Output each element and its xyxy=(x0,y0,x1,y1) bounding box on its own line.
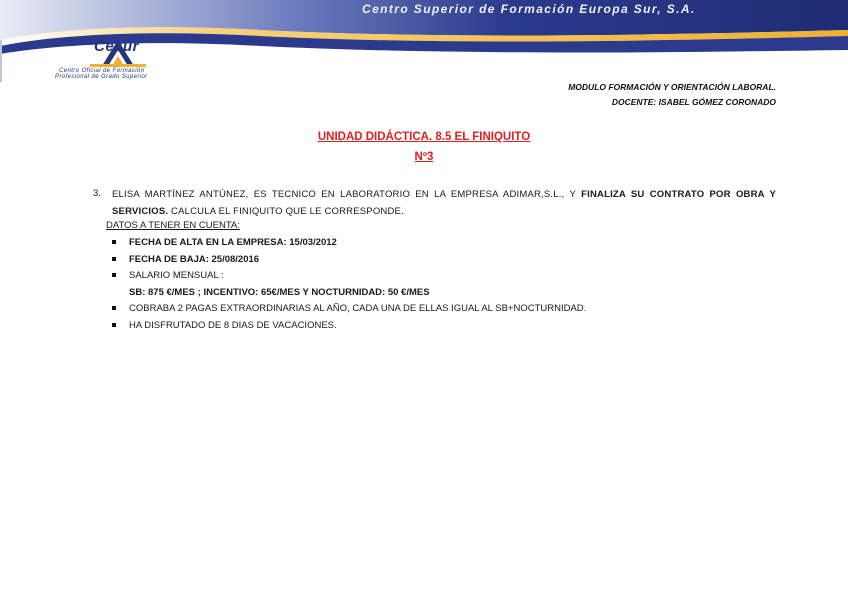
bullet-square-icon xyxy=(112,323,116,327)
list-item xyxy=(112,253,586,270)
data-list xyxy=(112,236,586,335)
cesur-logo xyxy=(52,38,212,82)
bullet-square-icon xyxy=(112,273,116,277)
left-border-line xyxy=(0,40,2,82)
logo-subtitle-1: Centro Oficial de Formación xyxy=(59,68,145,74)
bullet-square-icon xyxy=(112,257,116,261)
salary-detail: SB: 875 €/MES ; INCENTIVO: 65€/MES Y NOCTURNIDAD: 50 €/MES xyxy=(129,287,430,298)
list-item-text: SALARIO MENSUAL : xyxy=(129,270,224,281)
statement-end: CALCULA EL FINIQUITO QUE LE CORRESPONDE. xyxy=(168,206,404,217)
statement-bold: FINALIZA SU CONTRATO POR OBRA Y SERVICIOS. xyxy=(112,189,776,217)
list-item xyxy=(112,236,586,253)
institution-name: Centro Superior de Formación Europa Sur, S.A. xyxy=(362,2,696,16)
exercise-statement xyxy=(112,186,776,220)
bullet-square-icon xyxy=(112,306,116,310)
list-item xyxy=(112,319,586,336)
statement-intro: ELISA MARTÍNEZ ANTÚNEZ, ES TECNICO EN LABORATORIO EN LA EMPRESA ADIMAR,S.L., Y xyxy=(112,189,582,200)
list-item-text: FECHA DE ALTA EN LA EMPRESA: 15/03/2012 xyxy=(129,237,337,248)
logo-subtitle-2: Profesional de Grado Superior xyxy=(55,74,148,80)
unit-title: UNIDAD DIDÁCTICA. 8.5 EL FINIQUITO xyxy=(317,131,531,143)
list-item-text: HA DISFRUTADO DE 8 DIAS DE VACACIONES. xyxy=(129,319,337,331)
module-name: MODULO FORMACIÓN Y ORIENTACIÓN LABORAL. xyxy=(568,82,776,92)
list-item-text: COBRABA 2 PAGAS EXTRAORDINARIAS AL AÑO, CADA UNA DE ELLAS IGUAL AL SB+NOCTURNIDAD. xyxy=(129,303,587,314)
logo-wordmark: Cesur xyxy=(94,38,140,55)
teacher-name: DOCENTE: ISABEL GÓMEZ CORONADO xyxy=(611,97,776,107)
exercise-number-title: Nº3 xyxy=(414,151,434,163)
list-item xyxy=(112,302,586,319)
list-item-text: FECHA DE BAJA: 25/08/2016 xyxy=(129,253,260,265)
exercise-number: 3. xyxy=(93,188,101,199)
data-heading: DATOS A TENER EN CUENTA: xyxy=(106,220,240,231)
bullet-square-icon xyxy=(112,240,116,244)
